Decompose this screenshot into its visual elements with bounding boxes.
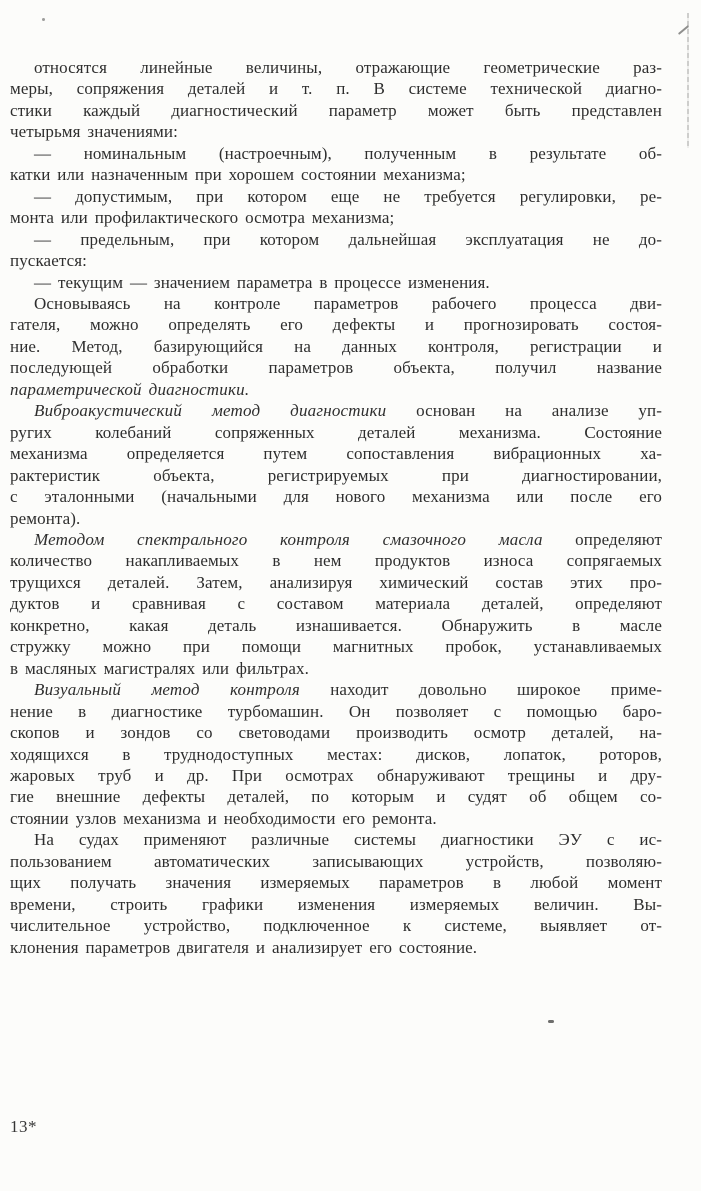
dust-speck bbox=[42, 18, 45, 21]
text-segment: — номинальным (настроечным), полученным в результате об- bbox=[34, 143, 662, 163]
text-segment: с эталонными (начальными для нового механизма или после его bbox=[10, 487, 662, 507]
paragraph-intro-continuation bbox=[10, 57, 662, 143]
text-segment: Основываясь на контроле параметров рабочего процесса дви- bbox=[34, 293, 662, 313]
paragraph-onboard-systems bbox=[10, 829, 662, 958]
text-segment: ругих колебаний сопряженных деталей механизма. Состояние bbox=[10, 422, 662, 442]
paragraph-list-item-limit bbox=[10, 229, 662, 272]
page-edge-scan-line bbox=[687, 13, 689, 148]
text-segment: ремонта). bbox=[10, 508, 81, 528]
text-line bbox=[10, 229, 662, 250]
text-segment: скопов и зондов со световодами производить осмотр деталей, на- bbox=[10, 723, 662, 743]
text-line bbox=[10, 422, 662, 443]
text-segment: ходящихся в труднодоступных местах: дисков, лопаток, роторов, bbox=[10, 744, 662, 764]
paragraph-visual-method bbox=[10, 679, 662, 829]
text-segment: трущихся деталей. Затем, анализируя химический состав этих про- bbox=[10, 572, 662, 592]
text-segment: последующей обработки параметров объекта, получил название bbox=[10, 358, 662, 378]
text-segment: На судах применяют различные системы диагностики ЭУ с ис- bbox=[34, 830, 662, 850]
text-segment: стики каждый диагностический параметр может быть представлен bbox=[10, 100, 662, 120]
text-segment: пользованием автоматических записывающих устройств, позволяю- bbox=[10, 851, 662, 871]
text-segment: стружку можно при помощи магнитных пробок, устанавливаемых bbox=[10, 637, 662, 657]
text-line bbox=[10, 121, 662, 142]
text-line bbox=[10, 336, 662, 357]
text-segment: механизма определяется путем сопоставления вибрационных ха- bbox=[10, 444, 662, 464]
text-line bbox=[10, 78, 662, 99]
italic-text-segment: параметрической диагностики. bbox=[10, 379, 250, 399]
text-segment: четырьмя значениями: bbox=[10, 122, 178, 142]
text-line bbox=[10, 894, 662, 915]
text-line bbox=[10, 872, 662, 893]
text-line bbox=[10, 529, 662, 550]
paragraph-list-item-nominal bbox=[10, 143, 662, 186]
paragraph-vibroacoustic-method bbox=[10, 400, 662, 529]
text-line bbox=[10, 100, 662, 121]
text-line bbox=[10, 293, 662, 314]
paragraph-parametric-diagnostics bbox=[10, 293, 662, 400]
text-line bbox=[10, 851, 662, 872]
text-line bbox=[10, 808, 662, 829]
signature-mark: 13* bbox=[10, 1117, 37, 1136]
text-segment: пускается: bbox=[10, 251, 87, 271]
text-segment: конкретно, какая деталь изнашивается. Обнаружить в масле bbox=[10, 615, 662, 635]
text-segment: основан на анализе уп- bbox=[386, 401, 662, 421]
text-line bbox=[10, 250, 662, 271]
text-line bbox=[10, 744, 662, 765]
text-line bbox=[10, 636, 662, 657]
body-text bbox=[10, 57, 662, 958]
text-line bbox=[10, 486, 662, 507]
text-line bbox=[10, 400, 662, 421]
text-segment: нение в диагностике турбомашин. Он позволяет с помощью баро- bbox=[10, 701, 662, 721]
text-line bbox=[10, 550, 662, 571]
text-line bbox=[10, 658, 662, 679]
text-segment: гателя, можно определять его дефекты и прогнозировать состоя- bbox=[10, 315, 662, 335]
text-line bbox=[10, 572, 662, 593]
text-line bbox=[10, 314, 662, 335]
text-line bbox=[10, 615, 662, 636]
text-segment: жаровых труб и др. При осмотрах обнаруживают трещины и дру- bbox=[10, 765, 662, 785]
text-segment: — допустимым, при котором еще не требуется регулировки, ре- bbox=[34, 186, 662, 206]
text-line bbox=[10, 508, 662, 529]
text-line bbox=[10, 937, 662, 958]
text-segment: числительное устройство, подключенное к системе, выявляет от- bbox=[10, 916, 662, 936]
italic-text-segment: Визуальный метод контроля bbox=[34, 680, 300, 700]
text-line bbox=[10, 57, 662, 78]
text-segment: меры, сопряжения деталей и т. п. В системе технической диагно- bbox=[10, 79, 662, 99]
text-segment: клонения параметров двигателя и анализирует его состояние. bbox=[10, 937, 478, 957]
text-segment: находит довольно широкое приме- bbox=[300, 680, 662, 700]
text-segment: в масляных магистралях или фильтрах. bbox=[10, 658, 309, 678]
text-line bbox=[10, 765, 662, 786]
italic-text-segment: Виброакустический метод диагностики bbox=[34, 401, 387, 421]
text-line bbox=[10, 679, 662, 700]
text-segment: количество накапливаемых в нем продуктов износа сопрягаемых bbox=[10, 551, 662, 571]
text-segment: относятся линейные величины, отражающие геометрические раз- bbox=[34, 58, 662, 77]
paragraph-spectral-oil-control bbox=[10, 529, 662, 679]
text-line bbox=[10, 272, 662, 293]
text-line bbox=[10, 186, 662, 207]
text-line bbox=[10, 593, 662, 614]
text-segment: щих получать значения измеряемых параметров в любой момент bbox=[10, 873, 662, 893]
paragraph-list-item-current bbox=[10, 272, 662, 293]
text-segment: стоянии узлов механизма и необходимости его ремонта. bbox=[10, 808, 437, 828]
text-line bbox=[10, 465, 662, 486]
text-line bbox=[10, 829, 662, 850]
italic-text-segment: Методом спектрального контроля смазочного масла bbox=[34, 529, 543, 549]
text-segment: ние. Метод, базирующийся на данных контроля, регистрации и bbox=[10, 336, 662, 356]
text-segment: гие внешние дефекты деталей, по которым и судят об общем со- bbox=[10, 787, 662, 807]
text-segment: катки или назначенным при хорошем состоянии механизма; bbox=[10, 165, 466, 185]
text-line bbox=[10, 443, 662, 464]
paragraph-list-item-allowable bbox=[10, 186, 662, 229]
text-segment: определяют bbox=[542, 529, 662, 549]
text-segment: монта или профилактического осмотра механизма; bbox=[10, 208, 395, 228]
text-line bbox=[10, 357, 662, 378]
text-line bbox=[10, 379, 662, 400]
text-line bbox=[10, 915, 662, 936]
text-segment: времени, строить графики изменения измеряемых величин. Вы- bbox=[10, 894, 662, 914]
dust-speck bbox=[548, 1020, 554, 1023]
text-segment: рактеристик объекта, регистрируемых при диагностировании, bbox=[10, 465, 662, 485]
text-segment: — текущим — значением параметра в процессе изменения. bbox=[34, 272, 490, 292]
text-line bbox=[10, 164, 662, 185]
text-line bbox=[10, 207, 662, 228]
text-line bbox=[10, 143, 662, 164]
text-segment: дуктов и сравнивая с составом материала деталей, определяют bbox=[10, 594, 662, 614]
text-line bbox=[10, 722, 662, 743]
text-line bbox=[10, 786, 662, 807]
text-segment: — предельным, при котором дальнейшая эксплуатация не до- bbox=[34, 229, 662, 249]
text-line bbox=[10, 701, 662, 722]
